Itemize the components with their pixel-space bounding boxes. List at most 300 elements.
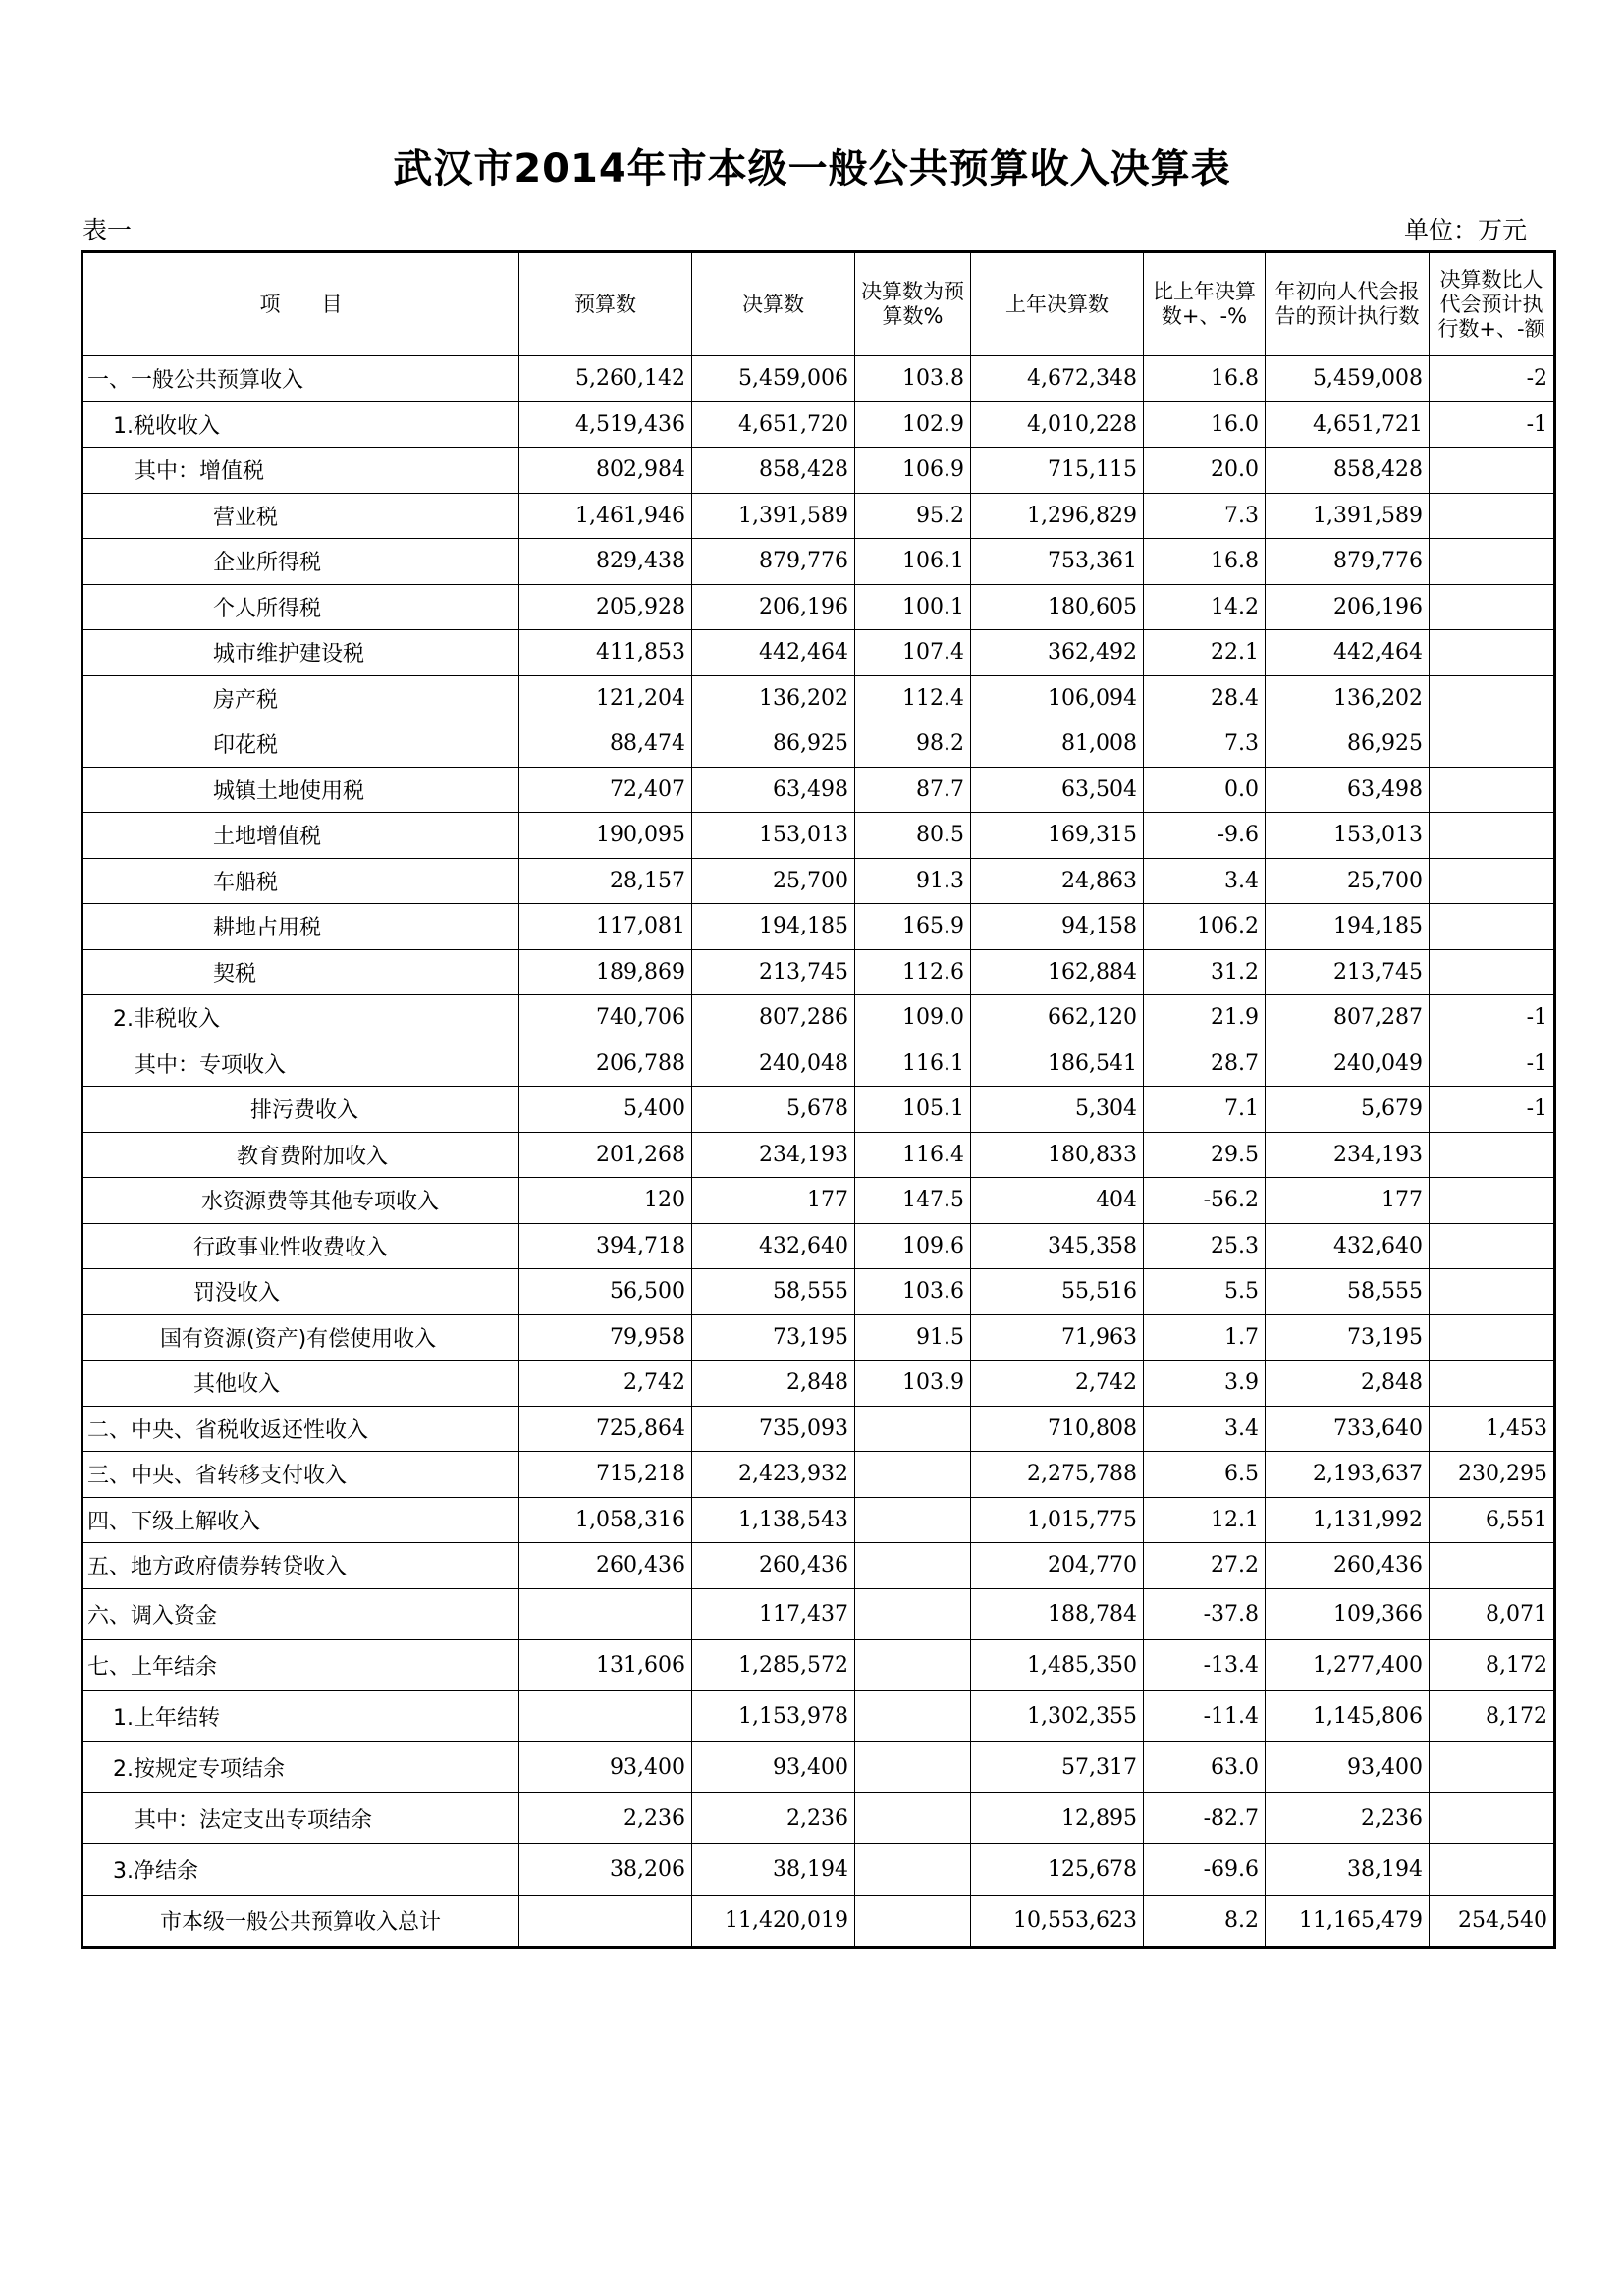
cell-npc-diff: -1	[1430, 1041, 1555, 1087]
header-prev-final: 上年决算数	[971, 252, 1144, 356]
cell-item-name: 城市维护建设税	[82, 630, 519, 676]
cell-final-pct	[855, 1543, 971, 1589]
table-row	[82, 1843, 1555, 1895]
unit-label: 单位：万元	[1404, 216, 1528, 244]
cell-final-pct	[855, 1452, 971, 1498]
cell-npc-forecast: 86,925	[1266, 721, 1430, 768]
cell-item-name: 个人所得税	[82, 584, 519, 630]
table-row	[82, 1406, 1555, 1452]
cell-final-pct: 109.6	[855, 1223, 971, 1269]
cell-final: 807,286	[692, 995, 855, 1041]
cell-final-pct: 107.4	[855, 630, 971, 676]
cell-budget: 56,500	[519, 1269, 692, 1315]
cell-prev-final: 4,672,348	[971, 356, 1144, 402]
cell-prev-final: 2,275,788	[971, 1452, 1144, 1498]
cell-budget: 201,268	[519, 1132, 692, 1178]
cell-npc-forecast: 858,428	[1266, 448, 1430, 494]
cell-item-name: 营业税	[82, 493, 519, 539]
cell-final: 93,400	[692, 1741, 855, 1792]
cell-item-name: 七、上年结余	[82, 1639, 519, 1690]
cell-npc-diff	[1430, 767, 1555, 813]
cell-npc-diff	[1430, 858, 1555, 904]
cell-prev-final: 1,015,775	[971, 1497, 1144, 1543]
table-row	[82, 904, 1555, 950]
table-row	[82, 813, 1555, 859]
cell-final-pct: 100.1	[855, 584, 971, 630]
cell-budget: 72,407	[519, 767, 692, 813]
cell-item-name: 教育费附加收入	[82, 1132, 519, 1178]
table-row	[82, 584, 1555, 630]
cell-yoy-pct: 7.1	[1144, 1087, 1266, 1133]
cell-budget: 79,958	[519, 1314, 692, 1361]
cell-budget: 131,606	[519, 1639, 692, 1690]
cell-npc-forecast: 5,679	[1266, 1087, 1430, 1133]
cell-npc-diff	[1430, 584, 1555, 630]
cell-prev-final: 63,504	[971, 767, 1144, 813]
cell-npc-diff	[1430, 1741, 1555, 1792]
cell-item-name: 其中：专项收入	[82, 1041, 519, 1087]
cell-final: 234,193	[692, 1132, 855, 1178]
cell-prev-final: 662,120	[971, 995, 1144, 1041]
cell-yoy-pct: 3.4	[1144, 858, 1266, 904]
cell-npc-forecast: 4,651,721	[1266, 401, 1430, 448]
cell-npc-diff: 8,172	[1430, 1639, 1555, 1690]
cell-yoy-pct: 22.1	[1144, 630, 1266, 676]
table-row	[82, 493, 1555, 539]
cell-final: 25,700	[692, 858, 855, 904]
cell-budget: 725,864	[519, 1406, 692, 1452]
cell-prev-final: 71,963	[971, 1314, 1144, 1361]
cell-prev-final: 180,833	[971, 1132, 1144, 1178]
cell-final: 2,423,932	[692, 1452, 855, 1498]
cell-prev-final: 1,296,829	[971, 493, 1144, 539]
header-final: 决算数	[692, 252, 855, 356]
cell-budget: 2,742	[519, 1361, 692, 1407]
cell-prev-final: 106,094	[971, 675, 1144, 721]
cell-final: 58,555	[692, 1269, 855, 1315]
cell-npc-forecast: 136,202	[1266, 675, 1430, 721]
cell-final: 136,202	[692, 675, 855, 721]
cell-final-pct: 91.5	[855, 1314, 971, 1361]
header-item: 项 目	[82, 252, 519, 356]
cell-prev-final: 1,302,355	[971, 1690, 1144, 1741]
cell-item-name: 六、调入资金	[82, 1588, 519, 1639]
table-row	[82, 949, 1555, 995]
cell-budget: 4,519,436	[519, 401, 692, 448]
cell-prev-final: 715,115	[971, 448, 1144, 494]
cell-npc-forecast: 93,400	[1266, 1741, 1430, 1792]
cell-item-name: 企业所得税	[82, 539, 519, 585]
cell-npc-diff	[1430, 1361, 1555, 1407]
cell-npc-forecast: 213,745	[1266, 949, 1430, 995]
cell-budget	[519, 1895, 692, 1947]
cell-budget: 117,081	[519, 904, 692, 950]
table-row	[82, 1087, 1555, 1133]
cell-item-name: 二、中央、省税收返还性收入	[82, 1406, 519, 1452]
cell-npc-forecast: 442,464	[1266, 630, 1430, 676]
cell-npc-diff: -1	[1430, 995, 1555, 1041]
cell-final: 1,138,543	[692, 1497, 855, 1543]
cell-budget: 411,853	[519, 630, 692, 676]
cell-final: 177	[692, 1178, 855, 1224]
cell-budget	[519, 1690, 692, 1741]
table-row	[82, 1690, 1555, 1741]
cell-yoy-pct: 63.0	[1144, 1741, 1266, 1792]
cell-final: 240,048	[692, 1041, 855, 1087]
cell-npc-forecast: 38,194	[1266, 1843, 1430, 1895]
cell-npc-diff	[1430, 1132, 1555, 1178]
cell-item-name: 2.按规定专项结余	[82, 1741, 519, 1792]
table-row	[82, 401, 1555, 448]
cell-npc-diff: 8,172	[1430, 1690, 1555, 1741]
cell-npc-forecast: 2,193,637	[1266, 1452, 1430, 1498]
cell-npc-diff: -1	[1430, 401, 1555, 448]
cell-final: 213,745	[692, 949, 855, 995]
cell-item-name: 排污费收入	[82, 1087, 519, 1133]
cell-final-pct	[855, 1741, 971, 1792]
cell-final: 153,013	[692, 813, 855, 859]
cell-npc-diff	[1430, 493, 1555, 539]
header-budget: 预算数	[519, 252, 692, 356]
table-row	[82, 1543, 1555, 1589]
cell-npc-diff: -1	[1430, 1087, 1555, 1133]
cell-budget: 5,400	[519, 1087, 692, 1133]
table-row	[82, 1639, 1555, 1690]
cell-npc-diff	[1430, 1269, 1555, 1315]
cell-npc-forecast: 206,196	[1266, 584, 1430, 630]
cell-item-name: 土地增值税	[82, 813, 519, 859]
cell-npc-diff	[1430, 1543, 1555, 1589]
cell-prev-final: 24,863	[971, 858, 1144, 904]
cell-npc-diff	[1430, 675, 1555, 721]
cell-item-name: 1.上年结转	[82, 1690, 519, 1741]
table-row	[82, 1792, 1555, 1843]
page-title: 武汉市2014年市本级一般公共预算收入决算表	[393, 146, 1231, 191]
cell-item-name: 国有资源(资产)有偿使用收入	[82, 1314, 519, 1361]
cell-npc-diff	[1430, 904, 1555, 950]
table-row	[82, 858, 1555, 904]
cell-final-pct: 98.2	[855, 721, 971, 768]
cell-budget: 190,095	[519, 813, 692, 859]
cell-item-name: 其中：法定支出专项结余	[82, 1792, 519, 1843]
cell-yoy-pct: 14.2	[1144, 584, 1266, 630]
cell-item-name: 行政事业性收费收入	[82, 1223, 519, 1269]
cell-yoy-pct: 7.3	[1144, 493, 1266, 539]
cell-prev-final: 12,895	[971, 1792, 1144, 1843]
cell-final-pct: 91.3	[855, 858, 971, 904]
table-label: 表一	[82, 216, 133, 244]
cell-yoy-pct: 27.2	[1144, 1543, 1266, 1589]
cell-final-pct: 106.9	[855, 448, 971, 494]
table-row	[82, 995, 1555, 1041]
cell-final-pct	[855, 1588, 971, 1639]
cell-prev-final: 4,010,228	[971, 401, 1144, 448]
cell-prev-final: 94,158	[971, 904, 1144, 950]
cell-final-pct	[855, 1690, 971, 1741]
cell-npc-forecast: 807,287	[1266, 995, 1430, 1041]
cell-final-pct: 103.6	[855, 1269, 971, 1315]
cell-npc-forecast: 58,555	[1266, 1269, 1430, 1315]
cell-yoy-pct: 3.4	[1144, 1406, 1266, 1452]
cell-item-name: 房产税	[82, 675, 519, 721]
cell-final-pct: 87.7	[855, 767, 971, 813]
cell-prev-final: 10,553,623	[971, 1895, 1144, 1947]
cell-npc-forecast: 733,640	[1266, 1406, 1430, 1452]
cell-final-pct: 116.1	[855, 1041, 971, 1087]
cell-prev-final: 169,315	[971, 813, 1144, 859]
cell-final-pct: 112.4	[855, 675, 971, 721]
cell-npc-diff	[1430, 1178, 1555, 1224]
cell-prev-final: 404	[971, 1178, 1144, 1224]
cell-item-name: 城镇土地使用税	[82, 767, 519, 813]
cell-item-name: 五、地方政府债券转贷收入	[82, 1543, 519, 1589]
cell-yoy-pct: 8.2	[1144, 1895, 1266, 1947]
cell-npc-diff	[1430, 1223, 1555, 1269]
cell-yoy-pct: 7.3	[1144, 721, 1266, 768]
cell-budget: 189,869	[519, 949, 692, 995]
cell-item-name: 一、一般公共预算收入	[82, 356, 519, 402]
cell-final-pct: 147.5	[855, 1178, 971, 1224]
cell-prev-final: 186,541	[971, 1041, 1144, 1087]
cell-yoy-pct: -82.7	[1144, 1792, 1266, 1843]
cell-npc-diff	[1430, 448, 1555, 494]
cell-item-name: 其他收入	[82, 1361, 519, 1407]
cell-prev-final: 188,784	[971, 1588, 1144, 1639]
cell-final-pct: 105.1	[855, 1087, 971, 1133]
cell-yoy-pct: 16.0	[1144, 401, 1266, 448]
cell-item-name: 市本级一般公共预算收入总计	[82, 1895, 519, 1947]
cell-budget: 205,928	[519, 584, 692, 630]
cell-npc-forecast: 1,277,400	[1266, 1639, 1430, 1690]
cell-prev-final: 1,485,350	[971, 1639, 1144, 1690]
cell-npc-diff: 1,453	[1430, 1406, 1555, 1452]
cell-budget: 38,206	[519, 1843, 692, 1895]
cell-item-name: 耕地占用税	[82, 904, 519, 950]
cell-yoy-pct: 25.3	[1144, 1223, 1266, 1269]
cell-final-pct: 116.4	[855, 1132, 971, 1178]
cell-final: 73,195	[692, 1314, 855, 1361]
table-row	[82, 1269, 1555, 1315]
cell-item-name: 其中：增值税	[82, 448, 519, 494]
cell-budget: 394,718	[519, 1223, 692, 1269]
table-row	[82, 539, 1555, 585]
cell-final: 1,285,572	[692, 1639, 855, 1690]
cell-final: 735,093	[692, 1406, 855, 1452]
cell-final-pct: 109.0	[855, 995, 971, 1041]
cell-item-name: 四、下级上解收入	[82, 1497, 519, 1543]
budget-table	[81, 250, 1556, 1949]
cell-final-pct: 102.9	[855, 401, 971, 448]
cell-npc-forecast: 25,700	[1266, 858, 1430, 904]
cell-final: 2,848	[692, 1361, 855, 1407]
cell-prev-final: 57,317	[971, 1741, 1144, 1792]
cell-yoy-pct: 5.5	[1144, 1269, 1266, 1315]
cell-prev-final: 362,492	[971, 630, 1144, 676]
cell-budget: 829,438	[519, 539, 692, 585]
cell-yoy-pct: -9.6	[1144, 813, 1266, 859]
cell-item-name: 印花税	[82, 721, 519, 768]
cell-final-pct: 103.9	[855, 1361, 971, 1407]
cell-yoy-pct: 29.5	[1144, 1132, 1266, 1178]
cell-item-name: 水资源费等其他专项收入	[82, 1178, 519, 1224]
table-row	[82, 356, 1555, 402]
table-row	[82, 1178, 1555, 1224]
cell-final: 432,640	[692, 1223, 855, 1269]
cell-npc-forecast: 73,195	[1266, 1314, 1430, 1361]
cell-final: 194,185	[692, 904, 855, 950]
cell-final: 879,776	[692, 539, 855, 585]
cell-yoy-pct: 3.9	[1144, 1361, 1266, 1407]
table-row	[82, 1223, 1555, 1269]
cell-budget: 93,400	[519, 1741, 692, 1792]
table-row	[82, 721, 1555, 768]
cell-item-name: 三、中央、省转移支付收入	[82, 1452, 519, 1498]
cell-final: 117,437	[692, 1588, 855, 1639]
cell-yoy-pct: 31.2	[1144, 949, 1266, 995]
cell-final-pct: 112.6	[855, 949, 971, 995]
table-row	[82, 1361, 1555, 1407]
cell-prev-final: 2,742	[971, 1361, 1144, 1407]
cell-yoy-pct: 20.0	[1144, 448, 1266, 494]
cell-item-name: 2.非税收入	[82, 995, 519, 1041]
cell-budget: 5,260,142	[519, 356, 692, 402]
cell-budget: 206,788	[519, 1041, 692, 1087]
header-final-pct: 决算数为预算数%	[855, 252, 971, 356]
cell-final: 5,678	[692, 1087, 855, 1133]
cell-final-pct: 165.9	[855, 904, 971, 950]
cell-item-name: 1.税收收入	[82, 401, 519, 448]
cell-npc-forecast: 240,049	[1266, 1041, 1430, 1087]
cell-npc-forecast: 260,436	[1266, 1543, 1430, 1589]
cell-npc-diff	[1430, 539, 1555, 585]
cell-prev-final: 753,361	[971, 539, 1144, 585]
cell-npc-forecast: 153,013	[1266, 813, 1430, 859]
cell-npc-forecast: 2,236	[1266, 1792, 1430, 1843]
cell-final-pct: 103.8	[855, 356, 971, 402]
cell-prev-final: 710,808	[971, 1406, 1144, 1452]
cell-npc-diff: 254,540	[1430, 1895, 1555, 1947]
cell-npc-forecast: 879,776	[1266, 539, 1430, 585]
cell-npc-diff	[1430, 721, 1555, 768]
cell-npc-diff	[1430, 813, 1555, 859]
cell-npc-forecast: 234,193	[1266, 1132, 1430, 1178]
cell-npc-forecast: 2,848	[1266, 1361, 1430, 1407]
cell-yoy-pct: 6.5	[1144, 1452, 1266, 1498]
cell-final: 38,194	[692, 1843, 855, 1895]
cell-budget: 802,984	[519, 448, 692, 494]
cell-budget: 260,436	[519, 1543, 692, 1589]
cell-final: 260,436	[692, 1543, 855, 1589]
cell-yoy-pct: 106.2	[1144, 904, 1266, 950]
header-npc-diff: 决算数比人代会预计执行数+、-额	[1430, 252, 1555, 356]
cell-final-pct	[855, 1639, 971, 1690]
cell-final-pct	[855, 1843, 971, 1895]
cell-budget: 121,204	[519, 675, 692, 721]
cell-yoy-pct: 1.7	[1144, 1314, 1266, 1361]
cell-npc-forecast: 109,366	[1266, 1588, 1430, 1639]
cell-final: 4,651,720	[692, 401, 855, 448]
cell-yoy-pct: 16.8	[1144, 356, 1266, 402]
table-row	[82, 675, 1555, 721]
cell-budget: 715,218	[519, 1452, 692, 1498]
table-row	[82, 448, 1555, 494]
cell-final: 206,196	[692, 584, 855, 630]
cell-final: 63,498	[692, 767, 855, 813]
table-header-row	[82, 252, 1555, 356]
header-npc-forecast: 年初向人代会报告的预计执行数	[1266, 252, 1430, 356]
table-row	[82, 1132, 1555, 1178]
table-row	[82, 630, 1555, 676]
table-row	[82, 1588, 1555, 1639]
cell-npc-diff: 6,551	[1430, 1497, 1555, 1543]
cell-final-pct: 95.2	[855, 493, 971, 539]
cell-npc-forecast: 1,391,589	[1266, 493, 1430, 539]
cell-prev-final: 81,008	[971, 721, 1144, 768]
cell-npc-forecast: 5,459,008	[1266, 356, 1430, 402]
cell-prev-final: 162,884	[971, 949, 1144, 995]
cell-final: 858,428	[692, 448, 855, 494]
cell-npc-forecast: 11,165,479	[1266, 1895, 1430, 1947]
table-row	[82, 1314, 1555, 1361]
cell-npc-forecast: 1,131,992	[1266, 1497, 1430, 1543]
cell-yoy-pct: 12.1	[1144, 1497, 1266, 1543]
cell-item-name: 3.净结余	[82, 1843, 519, 1895]
cell-final-pct	[855, 1497, 971, 1543]
cell-budget: 120	[519, 1178, 692, 1224]
cell-final: 2,236	[692, 1792, 855, 1843]
cell-item-name: 车船税	[82, 858, 519, 904]
cell-prev-final: 55,516	[971, 1269, 1144, 1315]
table-row	[82, 1452, 1555, 1498]
cell-final-pct	[855, 1895, 971, 1947]
cell-item-name: 契税	[82, 949, 519, 995]
cell-final-pct: 80.5	[855, 813, 971, 859]
cell-final-pct	[855, 1792, 971, 1843]
cell-npc-diff	[1430, 630, 1555, 676]
cell-prev-final: 5,304	[971, 1087, 1144, 1133]
cell-yoy-pct: -56.2	[1144, 1178, 1266, 1224]
cell-yoy-pct: -11.4	[1144, 1690, 1266, 1741]
cell-prev-final: 345,358	[971, 1223, 1144, 1269]
table-row	[82, 1741, 1555, 1792]
cell-npc-forecast: 432,640	[1266, 1223, 1430, 1269]
table-row	[82, 767, 1555, 813]
cell-npc-diff: 8,071	[1430, 1588, 1555, 1639]
cell-final: 86,925	[692, 721, 855, 768]
cell-npc-forecast: 194,185	[1266, 904, 1430, 950]
cell-npc-diff	[1430, 949, 1555, 995]
cell-budget	[519, 1588, 692, 1639]
table-row	[82, 1041, 1555, 1087]
cell-yoy-pct: 28.7	[1144, 1041, 1266, 1087]
cell-npc-diff: -2	[1430, 356, 1555, 402]
cell-yoy-pct: 21.9	[1144, 995, 1266, 1041]
cell-budget: 1,058,316	[519, 1497, 692, 1543]
header-yoy-pct: 比上年决算数+、-%	[1144, 252, 1266, 356]
cell-final: 11,420,019	[692, 1895, 855, 1947]
cell-npc-diff	[1430, 1314, 1555, 1361]
cell-prev-final: 180,605	[971, 584, 1144, 630]
cell-npc-forecast: 63,498	[1266, 767, 1430, 813]
cell-prev-final: 125,678	[971, 1843, 1144, 1895]
cell-budget: 2,236	[519, 1792, 692, 1843]
cell-prev-final: 204,770	[971, 1543, 1144, 1589]
cell-yoy-pct: -69.6	[1144, 1843, 1266, 1895]
table-row	[82, 1895, 1555, 1947]
cell-npc-forecast: 177	[1266, 1178, 1430, 1224]
cell-final-pct	[855, 1406, 971, 1452]
cell-final: 5,459,006	[692, 356, 855, 402]
